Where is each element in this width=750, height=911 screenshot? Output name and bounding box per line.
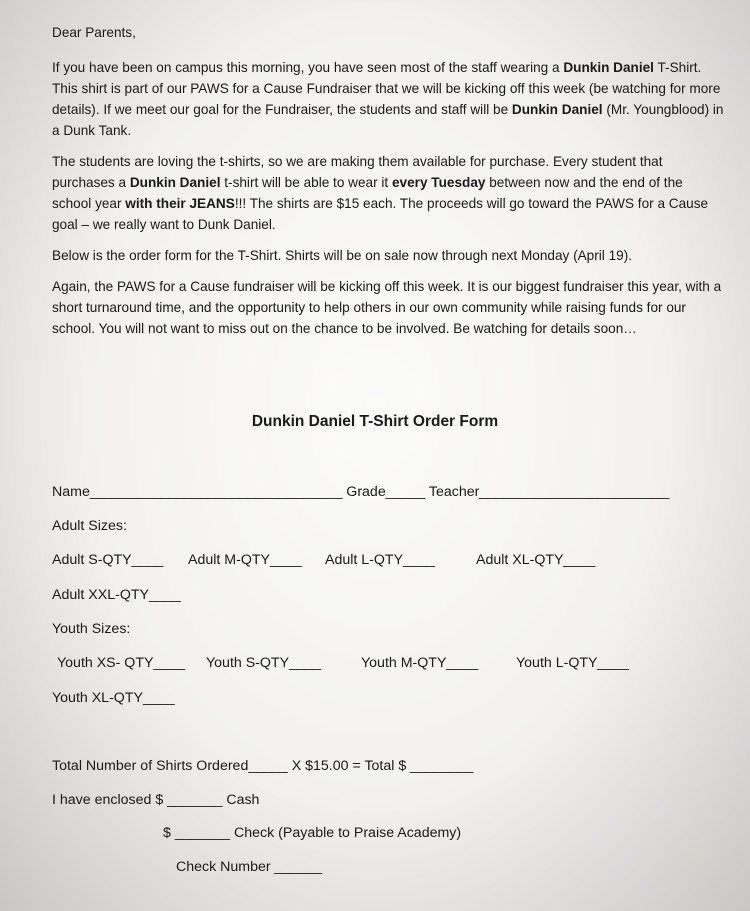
check-line: $ _______ Check (Payable to Praise Academy) bbox=[163, 825, 462, 841]
text-run: !!! The shirts are $15 each. The proceeds will go toward the PAWS for a Cause goal – we really want to Dunk Daniel. bbox=[52, 196, 709, 232]
youth-s-qty: Youth S-QTY____ bbox=[206, 655, 321, 671]
text-run: t-shirt will be able to wear it bbox=[220, 175, 392, 190]
total-line: Total Number of Shirts Ordered_____ X $15.00 = Total $ ________ bbox=[52, 758, 474, 774]
form-title: Dunkin Daniel T-Shirt Order Form bbox=[251, 413, 499, 430]
paragraph-tshirt-sale bbox=[52, 151, 724, 235]
adult-xl-qty: Adult XL-QTY____ bbox=[476, 552, 596, 568]
youth-sizes-heading: Youth Sizes: bbox=[52, 621, 131, 637]
greeting: Dear Parents, bbox=[52, 25, 136, 40]
text-run: The students are loving the t-shirts, so we are making them available for purchase. Every student that purchases a bbox=[52, 154, 663, 190]
bold-text: Dunkin Daniel bbox=[129, 175, 221, 190]
text-run: If you have been on campus this morning, you have seen most of the staff wearing a bbox=[52, 60, 564, 75]
adult-m-qty: Adult M-QTY____ bbox=[188, 552, 302, 568]
youth-m-qty: Youth M-QTY____ bbox=[361, 655, 478, 671]
text-run: between now and the end of the school year bbox=[52, 175, 683, 211]
youth-l-qty: Youth L-QTY____ bbox=[516, 655, 630, 671]
paragraph-order-form-info: Below is the order form for the T-Shirt. Shirts will be on sale now through next Monday (April 19). bbox=[52, 248, 633, 263]
check-number-line: Check Number ______ bbox=[176, 859, 322, 875]
adult-xxl-qty: Adult XXL-QTY____ bbox=[52, 587, 181, 603]
paragraph-announcement bbox=[52, 57, 724, 141]
name-grade-teacher-line: Name________________________________ Grade_____ Teacher________________________ bbox=[52, 484, 669, 500]
cash-line: I have enclosed $ _______ Cash bbox=[52, 792, 260, 808]
text-run: (Mr. Youngblood) in a Dunk Tank. bbox=[52, 102, 724, 138]
adult-l-qty: Adult L-QTY____ bbox=[325, 552, 435, 568]
text-run: T-Shirt. This shirt is part of our PAWS for a Cause Fundraiser that we will be kicking off this week (be watching for more details). If we meet our goal for the Fundraiser, the students and staff will be bbox=[52, 60, 721, 117]
letter-body bbox=[52, 22, 724, 349]
adult-sizes-heading: Adult Sizes: bbox=[52, 518, 127, 534]
bold-text: every Tuesday bbox=[391, 175, 486, 190]
bold-text: with their JEANS bbox=[125, 196, 235, 211]
bold-text: Dunkin Daniel bbox=[511, 102, 603, 117]
youth-xs-qty: Youth XS- QTY____ bbox=[57, 655, 186, 671]
bold-text: Dunkin Daniel bbox=[563, 60, 654, 75]
paragraph-fundraiser: Again, the PAWS for a Cause fundraiser will be kicking off this week. It is our biggest fundraiser this year, with a short turnaround time, and the opportunity to help others in our own community while raising funds for our school. You will not want to miss out on the chance to be involved. Be watching for details soon… bbox=[52, 279, 722, 336]
adult-s-qty: Adult S-QTY____ bbox=[52, 552, 164, 568]
youth-xl-qty: Youth XL-QTY____ bbox=[52, 690, 175, 706]
